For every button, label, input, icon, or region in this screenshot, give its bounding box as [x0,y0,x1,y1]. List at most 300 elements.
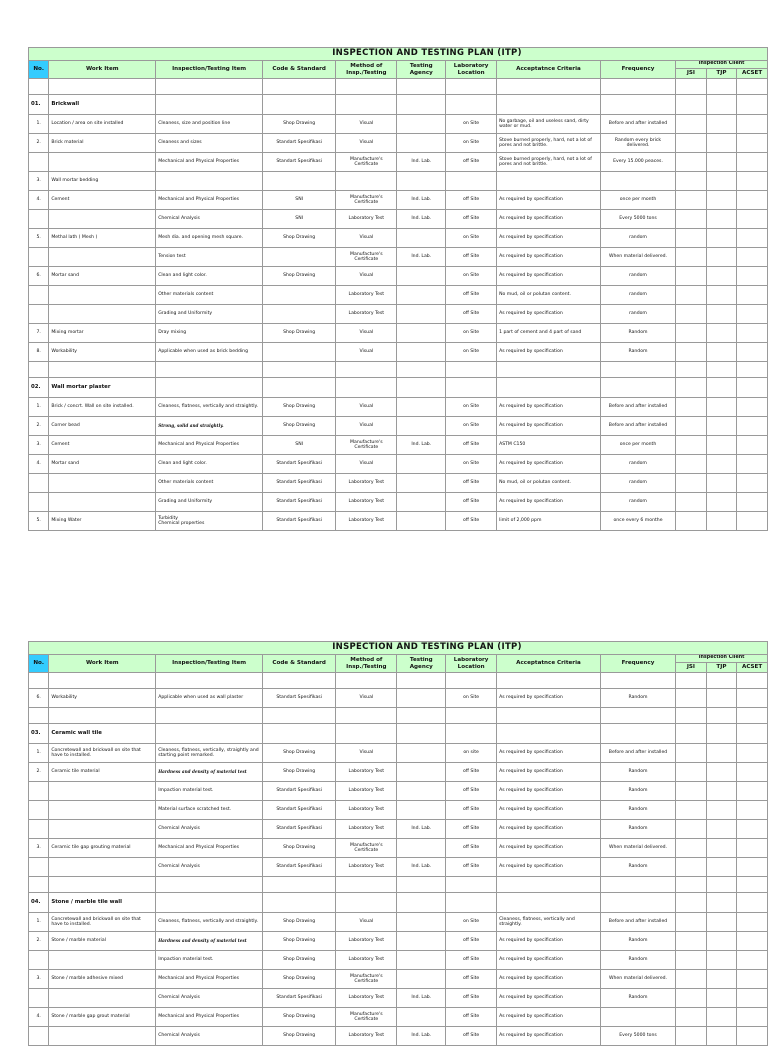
acset-cell [737,229,768,248]
jsi-cell [676,286,707,305]
work-item-cell: Concretewall and brickwall on site that have to installed. [49,913,156,932]
empty-cell [676,877,707,893]
inspection-item-cell: Material surface scratched test. [156,801,263,820]
inspection-item-cell: Chemical Analysis [156,210,263,229]
spacer-row [29,708,768,724]
lab-location-cell: on Site [446,913,497,932]
tjp-cell [706,305,737,324]
acset-cell [737,134,768,153]
work-item-cell: Brick / concrt. Wall on site installed. [49,398,156,417]
frequency-cell: Random [600,782,675,801]
lab-location-cell: on Site [446,324,497,343]
inspection-item-cell: Grading and Uniformity [156,305,263,324]
section-number: 02. [29,378,49,398]
acset-cell [737,744,768,763]
testing-agency-cell [397,115,446,134]
lab-location-cell: off Site [446,989,497,1008]
frequency-cell: When material delivered. [600,970,675,989]
code-standard-cell: Standart Spesifikasi [263,134,336,153]
lab-location-cell: off Site [446,474,497,493]
work-item-cell: Mixing mortar [49,324,156,343]
acset-cell [737,248,768,267]
empty-cell [156,724,263,744]
empty-cell [497,362,601,378]
acceptance-criteria-cell: As required by specification [497,782,601,801]
empty-cell [263,893,336,913]
jsi-cell [676,343,707,362]
inspection-item-cell: Mechanical and Physical Properties [156,153,263,172]
tjp-cell [706,1027,737,1046]
row-no: 2. [29,417,49,436]
testing-agency-cell [397,782,446,801]
empty-cell [497,79,601,95]
section-row [29,893,768,913]
header-tjp: TJP [706,68,737,78]
row-no [29,858,49,877]
testing-agency-cell [397,913,446,932]
jsi-cell [676,248,707,267]
method-cell: Laboratory Test [336,474,397,493]
tjp-cell [706,913,737,932]
code-standard-cell: Shop Drawing [263,932,336,951]
acset-cell [737,913,768,932]
lab-location-cell: on site [446,744,497,763]
header-work-item: Work Item [49,61,156,79]
acceptance-criteria-cell: As required by specification [497,858,601,877]
method-cell: Visual [336,417,397,436]
table-row [29,782,768,801]
code-standard-cell [263,286,336,305]
row-no [29,1027,49,1046]
lab-location-cell: off Site [446,493,497,512]
method-cell: Manufacture's Certificate [336,436,397,455]
work-item-cell [49,153,156,172]
jsi-cell [676,436,707,455]
inspection-item-cell: Chemical Analysis [156,989,263,1008]
row-no [29,801,49,820]
inspection-item-cell: Other materials content [156,474,263,493]
empty-cell [446,877,497,893]
work-item-cell: Stone / marble material [49,932,156,951]
empty-cell [397,79,446,95]
empty-cell [600,708,675,724]
acset-cell [737,689,768,708]
empty-cell [446,79,497,95]
table-row [29,343,768,362]
row-no [29,248,49,267]
empty-cell [737,893,768,913]
testing-agency-cell [397,839,446,858]
acset-cell [737,763,768,782]
row-no: 6. [29,267,49,286]
work-item-cell: Wall mortar bedding [49,172,156,191]
table-row [29,512,768,531]
testing-agency-cell [397,343,446,362]
tjp-cell [706,436,737,455]
row-no [29,820,49,839]
testing-agency-cell [397,763,446,782]
inspection-item-cell: Strong, solid and straightly. [156,417,263,436]
method-cell: Visual [336,398,397,417]
spacer-row [29,877,768,893]
table-row [29,801,768,820]
header-code-standard: Code & Standard [263,655,336,673]
empty-cell [29,673,49,689]
frequency-cell: random [600,474,675,493]
lab-location-cell: off Site [446,970,497,989]
empty-cell [29,708,49,724]
row-no [29,305,49,324]
frequency-cell: Random [600,932,675,951]
jsi-cell [676,172,707,191]
section-title: Ceramic wall tile [49,724,156,744]
table-row [29,134,768,153]
inspection-item-cell: Other materials content [156,286,263,305]
testing-agency-cell: Ind. Lab. [397,858,446,877]
document-title: INSPECTION AND TESTING PLAN (ITP) [29,48,768,61]
testing-agency-cell: Ind. Lab. [397,1027,446,1046]
empty-cell [156,362,263,378]
work-item-cell [49,801,156,820]
code-standard-cell: Shop Drawing [263,1008,336,1027]
testing-agency-cell [397,267,446,286]
row-no [29,782,49,801]
method-cell: Laboratory Test [336,782,397,801]
acset-cell [737,782,768,801]
frequency-cell: once per month [600,191,675,210]
lab-location-cell: off Site [446,305,497,324]
empty-cell [497,877,601,893]
method-cell [336,172,397,191]
inspection-item-cell: Impaction material test. [156,951,263,970]
jsi-cell [676,763,707,782]
table-row [29,115,768,134]
acceptance-criteria-cell: As required by specification [497,744,601,763]
itp-body-page-2 [29,673,768,1046]
row-no: 4. [29,1008,49,1027]
testing-agency-cell: Ind. Lab. [397,191,446,210]
empty-cell [706,893,737,913]
frequency-cell: Before and after installed [600,913,675,932]
empty-cell [446,378,497,398]
acceptance-criteria-cell: As required by specification [497,398,601,417]
empty-cell [737,724,768,744]
inspection-item-cell: Cleaness, flatness, vertically and straightly. [156,398,263,417]
lab-location-cell: on Site [446,343,497,362]
tjp-cell [706,210,737,229]
header-acceptance-criteria: Acceptatnce Criteria [497,655,601,673]
header-no: No. [29,61,49,79]
work-item-cell: Methal lath ( Mesh ) [49,229,156,248]
tjp-cell [706,951,737,970]
work-item-cell: Concretewall and brickwall on site that have to installed. [49,744,156,763]
frequency-cell: Before and after installed [600,744,675,763]
code-standard-cell: Standart Spesifikasi [263,512,336,531]
itp-table-page-1 [28,47,768,531]
frequency-cell: Random [600,689,675,708]
tjp-cell [706,512,737,531]
empty-cell [706,724,737,744]
inspection-item-cell: Cleaness, flatness, vertically, straightly and starting point remarked. [156,744,263,763]
code-standard-cell: SNI [263,436,336,455]
header-code-standard: Code & Standard [263,61,336,79]
frequency-cell: Before and after installed [600,398,675,417]
empty-cell [676,95,707,115]
header-acceptance-criteria: Acceptatnce Criteria [497,61,601,79]
table-row [29,436,768,455]
method-cell: Laboratory Test [336,305,397,324]
spacer-row [29,362,768,378]
lab-location-cell: off Site [446,153,497,172]
work-item-cell: Location / area on site installed [49,115,156,134]
frequency-cell: Random [600,343,675,362]
frequency-cell: random [600,286,675,305]
tjp-cell [706,417,737,436]
header-lab-location: Laboratory Location [446,61,497,79]
frequency-cell: Random [600,763,675,782]
jsi-cell [676,970,707,989]
section-number: 04. [29,893,49,913]
acceptance-criteria-cell: As required by specification [497,839,601,858]
row-no: 2. [29,932,49,951]
work-item-cell [49,782,156,801]
jsi-cell [676,782,707,801]
method-cell: Laboratory Test [336,858,397,877]
inspection-item-cell: Cleaness, size and position line [156,115,263,134]
empty-cell [497,724,601,744]
code-standard-cell: Standart Spesifikasi [263,455,336,474]
inspection-item-cell: Clean and light color. [156,267,263,286]
testing-agency-cell [397,801,446,820]
jsi-cell [676,858,707,877]
jsi-cell [676,267,707,286]
work-item-cell: Mortar sand [49,455,156,474]
table-row [29,398,768,417]
empty-cell [737,79,768,95]
testing-agency-cell [397,417,446,436]
acceptance-criteria-cell: As required by specification [497,229,601,248]
code-standard-cell: Standart Spesifikasi [263,858,336,877]
code-standard-cell [263,172,336,191]
method-cell: Visual [336,689,397,708]
testing-agency-cell [397,744,446,763]
inspection-item-cell: Mechanical and Physical Properties [156,436,263,455]
acset-cell [737,801,768,820]
acceptance-criteria-cell: As required by specification [497,343,601,362]
empty-cell [676,79,707,95]
inspection-item-cell: Tension test [156,248,263,267]
empty-cell [446,673,497,689]
header-frequency: Frequency [600,655,675,673]
tjp-cell [706,343,737,362]
header-lab-location: Laboratory Location [446,655,497,673]
work-item-cell [49,1027,156,1046]
inspection-item-cell: Mechanical and Physical Properties [156,970,263,989]
acceptance-criteria-cell: As required by specification [497,191,601,210]
method-cell: Manufacture's Certificate [336,191,397,210]
method-cell: Visual [336,229,397,248]
spacer-row [29,673,768,689]
row-no: 1. [29,744,49,763]
code-standard-cell: Shop Drawing [263,951,336,970]
table-row [29,1027,768,1046]
acceptance-criteria-cell: As required by specification [497,932,601,951]
acceptance-criteria-cell: No garbage, oil and useless sand, dirty water or mud. [497,115,601,134]
code-standard-cell: Standart Spesifikasi [263,989,336,1008]
inspection-item-cell: Impaction material test. [156,782,263,801]
empty-cell [336,673,397,689]
acceptance-criteria-cell: As required by specification [497,763,601,782]
header-acset: ACSET [737,68,768,78]
empty-cell [737,877,768,893]
frequency-cell: When material delivered. [600,839,675,858]
inspection-item-cell: Turbidity Chemical properties [156,512,263,531]
method-cell: Visual [336,913,397,932]
empty-cell [600,95,675,115]
testing-agency-cell [397,398,446,417]
empty-cell [263,708,336,724]
acceptance-criteria-cell: No mud, oil or polutan content. [497,474,601,493]
header-acset: ACSET [737,662,768,672]
document-title: INSPECTION AND TESTING PLAN (ITP) [29,642,768,655]
itp-header-page-2 [29,642,768,673]
work-item-cell: Workability [49,343,156,362]
frequency-cell: once per month [600,436,675,455]
empty-cell [706,877,737,893]
code-standard-cell: Shop Drawing [263,324,336,343]
row-no: 6. [29,689,49,708]
acceptance-criteria-cell: As required by specification [497,248,601,267]
jsi-cell [676,913,707,932]
work-item-cell [49,474,156,493]
inspection-item-cell: Mechanical and Physical Properties [156,839,263,858]
empty-cell [336,708,397,724]
acceptance-criteria-cell [497,172,601,191]
testing-agency-cell [397,305,446,324]
row-no: 1. [29,398,49,417]
row-no: 2. [29,763,49,782]
lab-location-cell: on Site [446,417,497,436]
method-cell: Laboratory Test [336,932,397,951]
acset-cell [737,989,768,1008]
empty-cell [600,378,675,398]
header-inspection-client: Inspection Client [676,655,768,663]
frequency-cell: random [600,267,675,286]
tjp-cell [706,839,737,858]
testing-agency-cell: Ind. Lab. [397,820,446,839]
inspection-item-cell: Chemical Analysis [156,858,263,877]
empty-cell [397,673,446,689]
frequency-cell: Random [600,989,675,1008]
jsi-cell [676,932,707,951]
acset-cell [737,512,768,531]
empty-cell [336,893,397,913]
code-standard-cell: Shop Drawing [263,970,336,989]
section-title: Brickwall [49,95,156,115]
inspection-item-cell: Mesh dia. and opening mesh square. [156,229,263,248]
frequency-cell: random [600,305,675,324]
itp-header-page-1 [29,48,768,79]
code-standard-cell [263,305,336,324]
lab-location-cell: on Site [446,398,497,417]
tjp-cell [706,398,737,417]
method-cell: Laboratory Test [336,493,397,512]
table-row [29,763,768,782]
acset-cell [737,153,768,172]
jsi-cell [676,512,707,531]
testing-agency-cell [397,512,446,531]
row-no [29,951,49,970]
empty-cell [676,893,707,913]
work-item-cell: Stone / marble gap grout material [49,1008,156,1027]
jsi-cell [676,398,707,417]
empty-cell [737,362,768,378]
acceptance-criteria-cell: Cleaness, flatness, vertically and straightly. [497,913,601,932]
testing-agency-cell [397,455,446,474]
work-item-cell: Corner bead [49,417,156,436]
jsi-cell [676,210,707,229]
inspection-item-cell: Chemical Analysis [156,1027,263,1046]
acceptance-criteria-cell: As required by specification [497,1008,601,1027]
frequency-cell: Random [600,820,675,839]
tjp-cell [706,115,737,134]
empty-cell [263,79,336,95]
code-standard-cell [263,343,336,362]
testing-agency-cell: Ind. Lab. [397,210,446,229]
header-tjp: TJP [706,662,737,672]
acset-cell [737,286,768,305]
code-standard-cell: Standart Spesifikasi [263,820,336,839]
lab-location-cell: on Site [446,455,497,474]
code-standard-cell: Shop Drawing [263,115,336,134]
acset-cell [737,951,768,970]
testing-agency-cell: Ind. Lab. [397,248,446,267]
tjp-cell [706,324,737,343]
acceptance-criteria-cell: As required by specification [497,801,601,820]
code-standard-cell: Standart Spesifikasi [263,801,336,820]
empty-cell [600,724,675,744]
section-title: Wall mortar plaster [49,378,156,398]
table-row [29,324,768,343]
acset-cell [737,267,768,286]
work-item-cell: Workability [49,689,156,708]
work-item-cell: Mixing Water [49,512,156,531]
inspection-item-cell: Cleaness, flatness, vertically and straightly. [156,913,263,932]
tjp-cell [706,970,737,989]
jsi-cell [676,989,707,1008]
lab-location-cell: off Site [446,286,497,305]
table-row [29,210,768,229]
tjp-cell [706,153,737,172]
empty-cell [397,893,446,913]
work-item-cell: Ceramic tile material [49,763,156,782]
empty-cell [446,95,497,115]
work-item-cell [49,286,156,305]
empty-cell [336,79,397,95]
frequency-cell: random [600,455,675,474]
method-cell: Visual [336,267,397,286]
lab-location-cell: on Site [446,115,497,134]
row-no: 4. [29,455,49,474]
empty-cell [263,724,336,744]
method-cell: Manufacture's Certificate [336,248,397,267]
method-cell: Laboratory Test [336,1027,397,1046]
work-item-cell [49,989,156,1008]
row-no: 8. [29,343,49,362]
empty-cell [706,362,737,378]
empty-cell [706,708,737,724]
row-no [29,210,49,229]
